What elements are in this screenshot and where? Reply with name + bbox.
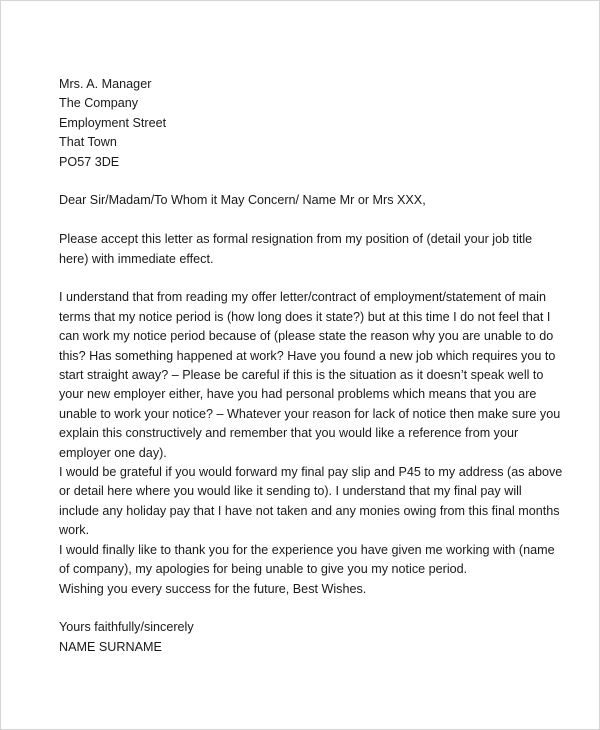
paragraph-line: your new employer either, have you had personal problems which means that you are xyxy=(59,387,537,402)
address-line: PO57 3DE xyxy=(59,154,120,169)
paragraph-line: I would finally like to thank you for the experience you have given me working with (name xyxy=(59,542,555,557)
address-line: That Town xyxy=(59,135,117,150)
paragraph-line: can work my notice period because of (please state the reason why you are unable to do xyxy=(59,329,554,344)
paragraph-line: this? Has something happened at work? Have you found a new job which requires you to xyxy=(59,348,556,363)
wishes-line: Wishing you every success for the future, Best Wishes. xyxy=(59,581,367,596)
paragraph-line: start straight away? – Please be careful if this is the situation as it doesn’t speak well to xyxy=(59,368,544,383)
paragraph-line: explain this constructively and remember that you would like a reference from your xyxy=(59,426,519,441)
intro-paragraph xyxy=(59,230,559,269)
paragraph-line: work. xyxy=(59,523,90,538)
address-line: Employment Street xyxy=(59,115,167,130)
paragraph-line: include any holiday pay that I have not taken and any monies owing from this final months xyxy=(59,503,560,518)
closing-line: Yours faithfully/sincerely xyxy=(59,620,194,635)
paragraph-line: of company), my apologies for being unable to give you my notice period. xyxy=(59,562,468,577)
pay-paragraph xyxy=(59,463,563,541)
letter-body xyxy=(59,75,563,657)
paragraph-line: I would be grateful if you would forward my final pay slip and P45 to my address (as above xyxy=(59,465,563,480)
notice-paragraph xyxy=(59,288,559,463)
spacer xyxy=(59,172,559,191)
paragraph-line: employer one day). xyxy=(59,445,167,460)
thanks-paragraph xyxy=(59,541,559,580)
spacer xyxy=(59,211,559,230)
paragraph-line: I understand that from reading my offer letter/contract of employment/statement of main xyxy=(59,290,546,305)
recipient-address xyxy=(59,75,559,172)
spacer xyxy=(59,269,559,288)
address-line: The Company xyxy=(59,96,139,111)
paragraph-line: or detail here where you would like it sending to). I understand that my final pay will xyxy=(59,484,522,499)
paragraph-line: here) with immediate effect. xyxy=(59,251,214,266)
paragraph-line: terms that my notice period is (how long does it state?) but at this time I do not feel that I xyxy=(59,309,551,324)
spacer xyxy=(59,599,559,618)
signature-name: NAME SURNAME xyxy=(59,639,162,654)
salutation: Dear Sir/Madam/To Whom it May Concern/ Name Mr or Mrs XXX, xyxy=(59,193,426,208)
address-line: Mrs. A. Manager xyxy=(59,77,152,91)
paragraph-line: unable to work your notice? – Whatever your reason for lack of notice then make sure you xyxy=(59,406,561,421)
paragraph-line: Please accept this letter as formal resignation from my position of (detail your job title xyxy=(59,232,533,247)
